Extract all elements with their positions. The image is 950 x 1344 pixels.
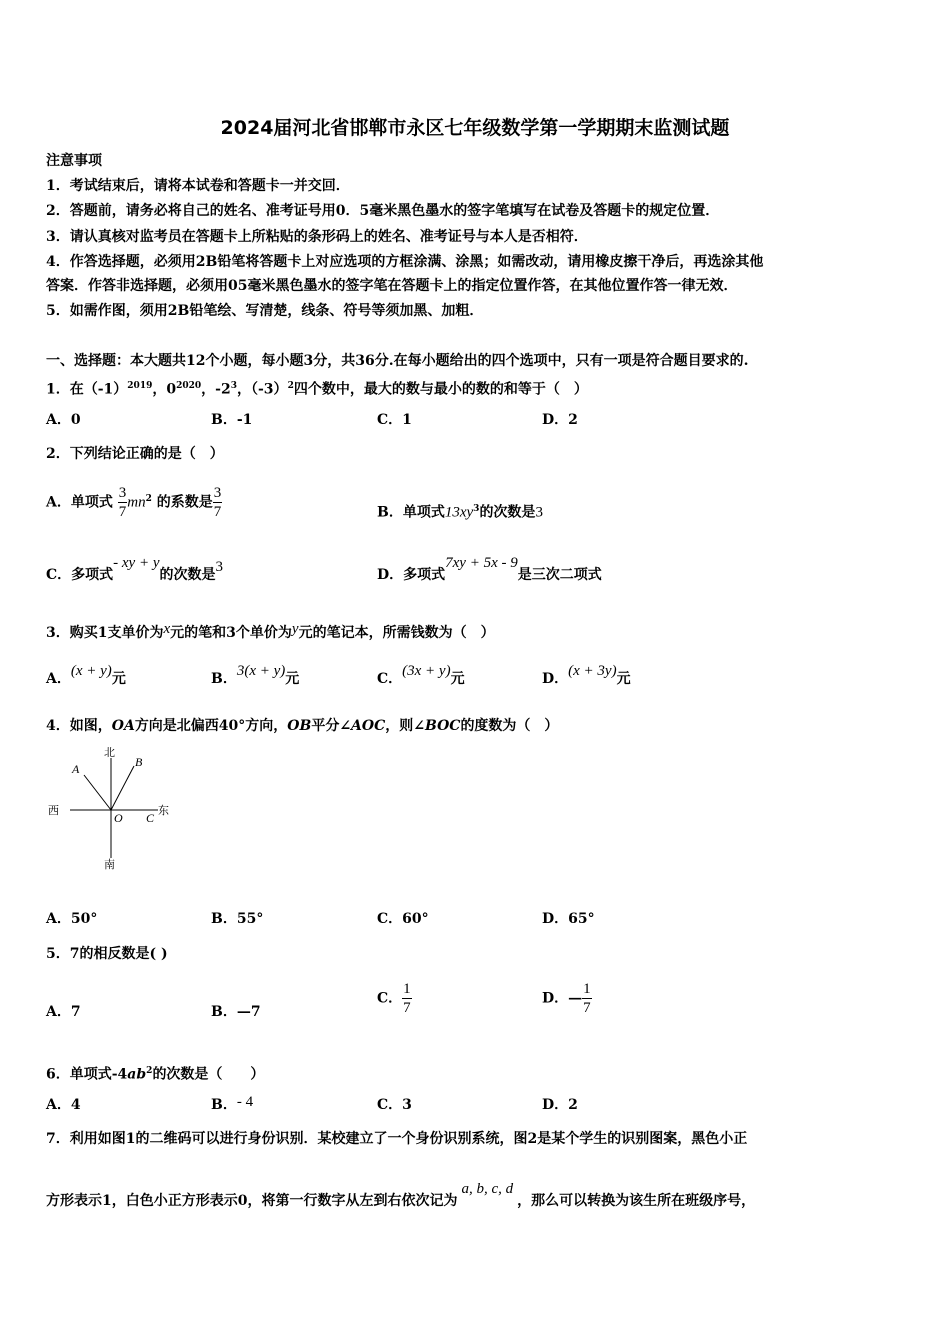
option-a[interactable]: A．7 — [46, 1004, 81, 1020]
option-a[interactable]: A．0 — [46, 412, 81, 428]
option-d[interactable]: D．(x + 3y)元 — [542, 663, 631, 687]
question-5-stem: 5．7的相反数是( ) — [46, 946, 168, 962]
point-o-label: O — [114, 811, 123, 825]
fraction: $\frac{1}{7}$ — [403, 981, 411, 1016]
ray-ob — [111, 766, 134, 810]
question-3-stem: 3．购买1支单价为x元的笔和3个单价为y元的笔记本，所需钱数为（ ） — [46, 621, 495, 641]
south-label: 南 — [104, 859, 115, 871]
option-d[interactable]: D．2 — [542, 412, 578, 428]
option-c[interactable]: C． $\frac{1}{7}$ — [377, 981, 411, 1016]
option-c[interactable]: C．60° — [377, 911, 429, 927]
option-b[interactable]: B．单项式$13xy^3$的次数是3 — [377, 504, 543, 521]
option-b[interactable]: B．—7 — [211, 1004, 261, 1020]
notice-item: 3．请认真核对监考员在答题卡上所粘贴的条形码上的姓名、准考证号与本人是否相符． — [46, 229, 588, 245]
option-b[interactable]: B．3(x + y)元 — [211, 663, 300, 687]
notice-item: 5．如需作图，须用2B铅笔绘、写清楚，线条、符号等须加黑、加粗． — [46, 303, 484, 319]
option-c[interactable]: C．(3x + y)元 — [377, 663, 465, 687]
north-label: 北 — [104, 747, 115, 759]
option-b[interactable]: B．- 4 — [211, 1094, 254, 1113]
option-d[interactable]: D．65° — [542, 911, 595, 927]
option-a[interactable]: A．4 — [46, 1097, 81, 1113]
option-d[interactable]: D．多项式7xy + 5x - 9是三次二项式 — [377, 555, 602, 583]
fraction: $\frac{1}{7}$ — [583, 981, 591, 1016]
question-6-stem: 6．单项式$-4ab^2$的次数是（ ） — [46, 1066, 265, 1083]
option-b[interactable]: B．-1 — [211, 412, 253, 428]
point-c-label: C — [146, 811, 155, 825]
option-a[interactable]: A．单项式 $\frac{3}{7}$ $mn^2$ 的系数是 $\frac{3}{7}$ — [46, 485, 222, 521]
notice-item: 答案．作答非选择题，必须用05毫米黑色墨水的签字笔在答题卡上的指定位置作答，在其他位置作答一律无效． — [46, 278, 738, 294]
option-a[interactable]: A．(x + y)元 — [46, 663, 126, 687]
option-d[interactable]: D．2 — [542, 1097, 578, 1113]
question-1-stem: 1．在$(-1)^{2019}$，$0^{2020}$，$-2^3$，$(-3)^2$四个数中，最大的数与最小的数的和等于（ ） — [46, 381, 588, 398]
question-7-continuation: 方形表示1，白色小正方形表示0，将第一行数字从左到右依次记为a, b, c, d，那么可以转换为该生所在班级序号， — [46, 1181, 756, 1209]
notice-item: 1．考试结束后，请将本试卷和答题卡一并交回． — [46, 178, 350, 194]
notice-item: 2．答题前，请务必将自己的姓名、准考证号用0．5毫米黑色墨水的签字笔填写在试卷及答题卡的规定位置． — [46, 203, 720, 219]
section-heading: 一、选择题：本大题共12个小题，每小题3分，共36分.在每小题给出的四个选项中，只有一项是符合题目要求的. — [46, 353, 749, 369]
option-c[interactable]: C．多项式- xy + y的次数是3 — [46, 555, 223, 583]
ray-oa — [84, 775, 111, 810]
fraction: $\frac{3}{7}$ — [118, 485, 127, 521]
option-b[interactable]: B．55° — [211, 911, 264, 927]
option-a[interactable]: A．50° — [46, 911, 98, 927]
page-title: 2024届河北省邯郸市永区七年级数学第一学期期末监测试题 — [220, 117, 730, 139]
question-4-stem: 4．如图，OA方向是北偏西40°方向，OB平分∠AOC，则∠BOC的度数为（ ） — [46, 718, 559, 734]
notice-item: 4．作答选择题，必须用2B铅笔将答题卡上对应选项的方框涂满、涂黑；如需改动，请用橡皮擦干净后，再选涂其他 — [46, 254, 764, 270]
point-b-label: B — [135, 755, 143, 769]
east-label: 东 — [158, 805, 169, 817]
option-d[interactable]: D．— $\frac{1}{7}$ — [542, 981, 591, 1016]
fraction: $\frac{3}{7}$ — [213, 485, 222, 521]
question-2-stem: 2．下列结论正确的是（ ） — [46, 446, 224, 462]
point-a-label: A — [72, 762, 80, 776]
question-7-stem: 7．利用如图1的二维码可以进行身份识别．某校建立了一个身份识别系统，图2是某个学生的识别图案，黑色小正 — [46, 1131, 748, 1147]
west-label: 西 — [48, 805, 59, 817]
option-c[interactable]: C．1 — [377, 412, 412, 428]
direction-figure — [40, 740, 190, 875]
notice-heading: 注意事项 — [46, 153, 102, 169]
option-c[interactable]: C．3 — [377, 1097, 412, 1113]
